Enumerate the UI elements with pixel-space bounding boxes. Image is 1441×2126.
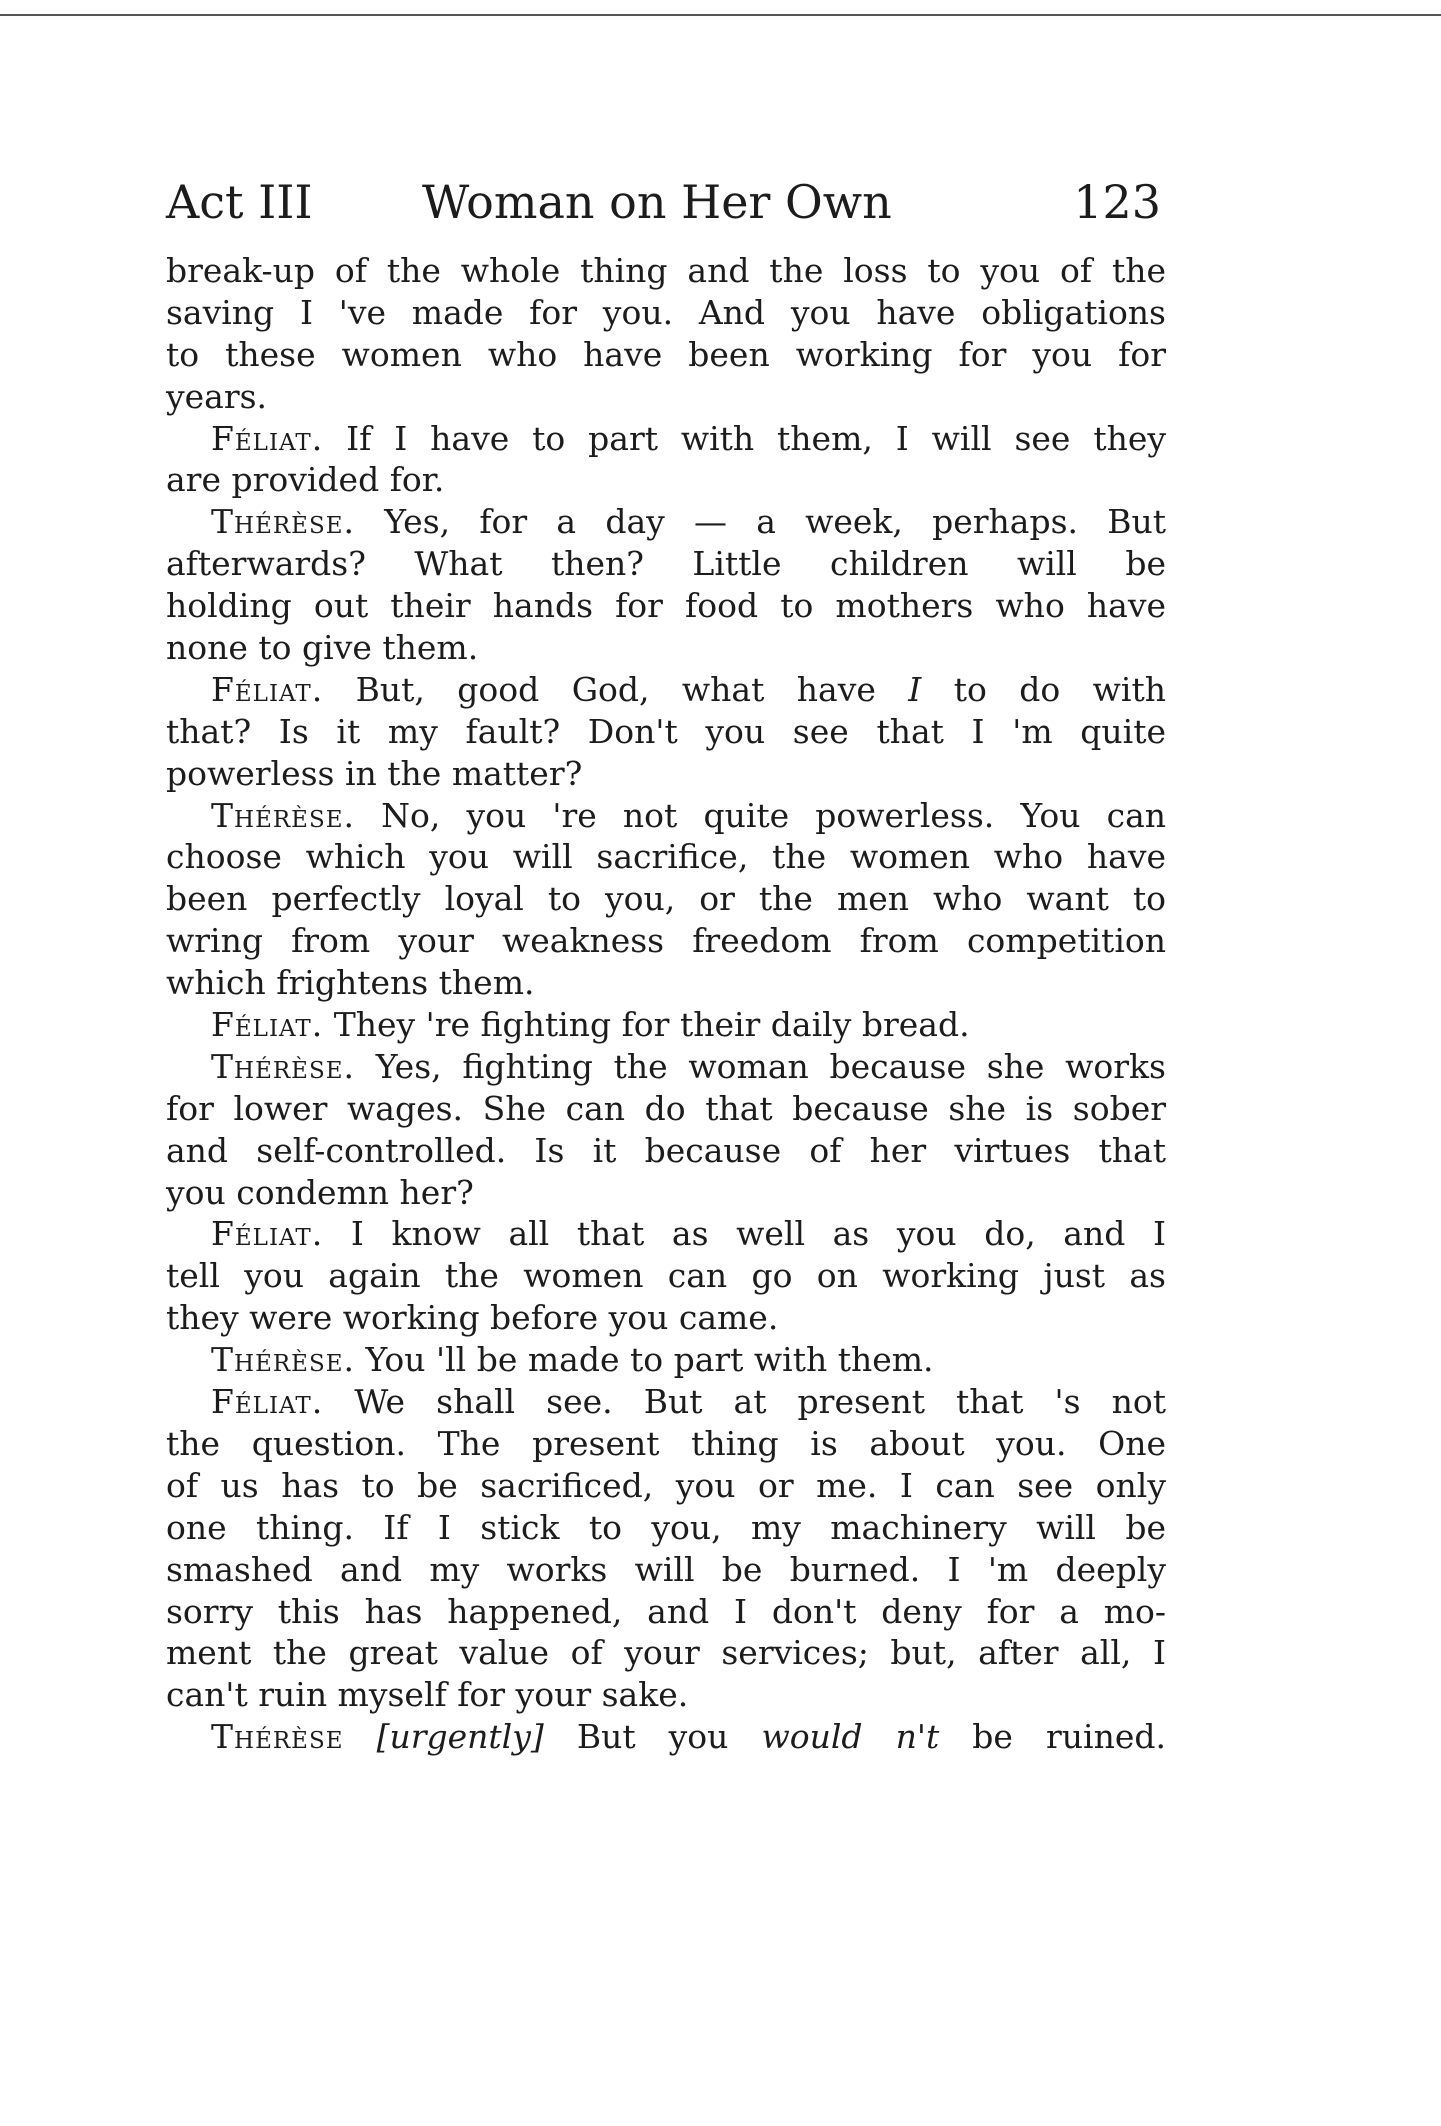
speech-text: But you [576, 1717, 762, 1757]
text-line: afterwards? What then? Little children will be [166, 544, 1166, 584]
text-line: you condemn her? [166, 1172, 474, 1212]
speaker-name: Féliat. [211, 1382, 324, 1422]
speech-text: I know all that as well as you do, and I [350, 1214, 1166, 1254]
speech-line [166, 669, 1166, 711]
text-line: years. [166, 376, 268, 416]
text-line: and self-controlled. Is it because of her virtues that [166, 1130, 1166, 1170]
text-line: for lower wages. She can do that because she is sober [166, 1088, 1166, 1128]
header-act: Act III [166, 175, 313, 229]
speech-text: No, you 're not quite powerless. You can [381, 795, 1166, 835]
text-line: to these women who have been working for you for [166, 334, 1166, 374]
speaker-name: Féliat. [211, 1214, 324, 1254]
speech-line [166, 1716, 1166, 1758]
speech-text: They 're fighting for their daily bread. [333, 1005, 970, 1045]
speech-text: But, good God, what have [355, 669, 909, 709]
emphasis-text: I [908, 669, 922, 709]
page-number: 123 [1073, 175, 1161, 229]
top-edge-rule [0, 14, 1441, 16]
text-line: that? Is it my fault? Don't you see that I 'm quite [166, 711, 1166, 751]
text-line: break-up of the whole thing and the loss to you of the [166, 251, 1166, 290]
text-line: ment the great value of your services; but, after all, I [166, 1633, 1166, 1673]
speech-line [166, 1339, 1166, 1381]
text-line: been perfectly loyal to you, or the men who want to [166, 879, 1166, 919]
speaker-name: Thérèse. [211, 502, 356, 542]
speaker-name: Thérèse. [211, 1340, 356, 1380]
speech-line [166, 795, 1166, 837]
text-line: holding out their hands for food to mothers who have [166, 586, 1166, 626]
speech-line [166, 501, 1166, 543]
text-line: they were working before you came. [166, 1298, 779, 1338]
text-line: can't ruin myself for your sake. [166, 1675, 689, 1715]
text-line: powerless in the matter? [166, 753, 583, 793]
speaker-name: Féliat. [211, 418, 324, 458]
speech-line [166, 1004, 1166, 1046]
text-line: sorry this has happened, and I don't deny for a mo- [166, 1591, 1166, 1631]
text-line: are provided for. [166, 460, 445, 500]
speaker-name: Thérèse. [211, 795, 356, 835]
speaker-name: Thérèse [211, 1717, 344, 1757]
speech-text: Yes, for a day — a week, perhaps. But [384, 502, 1166, 542]
emphasis-text: would n't [761, 1717, 940, 1757]
text-line: wring from your weakness freedom from competition [166, 921, 1166, 961]
text-line: one thing. If I stick to you, my machinery will be [166, 1507, 1166, 1547]
text-line: of us has to be sacrificed, you or me. I can see only [166, 1465, 1166, 1505]
speech-text: We shall see. But at present that 's not [354, 1382, 1167, 1422]
text-line: choose which you will sacrifice, the women who have [166, 837, 1166, 877]
speech-text: If I have to part with them, I will see they [346, 418, 1167, 458]
page-body [166, 250, 1166, 1758]
speech-text: be ruined. [939, 1717, 1166, 1757]
speech-line [166, 418, 1166, 460]
stage-direction: [urgently] [376, 1717, 544, 1757]
speech-line [166, 1046, 1166, 1088]
speaker-name: Féliat. [211, 669, 324, 709]
speaker-name: Thérèse. [211, 1046, 356, 1086]
speech-line [166, 1213, 1166, 1255]
speaker-name: Féliat. [211, 1005, 324, 1045]
header-title: Woman on Her Own [422, 175, 892, 229]
text-line: saving I 've made for you. And you have obligations [166, 292, 1166, 332]
speech-text: You 'll be made to part with them. [365, 1340, 934, 1380]
text-line: smashed and my works will be burned. I 'm deeply [166, 1549, 1166, 1589]
speech-line [166, 1381, 1166, 1423]
text-line: tell you again the women can go on working just as [166, 1256, 1166, 1296]
speech-text: to do with [921, 669, 1166, 709]
speech-text: Yes, fighting the woman because she works [375, 1046, 1166, 1086]
text-line: which frightens them. [166, 963, 535, 1003]
running-header [166, 172, 1161, 232]
text-line: the question. The present thing is about you. One [166, 1423, 1166, 1463]
text-line: none to give them. [166, 628, 479, 668]
